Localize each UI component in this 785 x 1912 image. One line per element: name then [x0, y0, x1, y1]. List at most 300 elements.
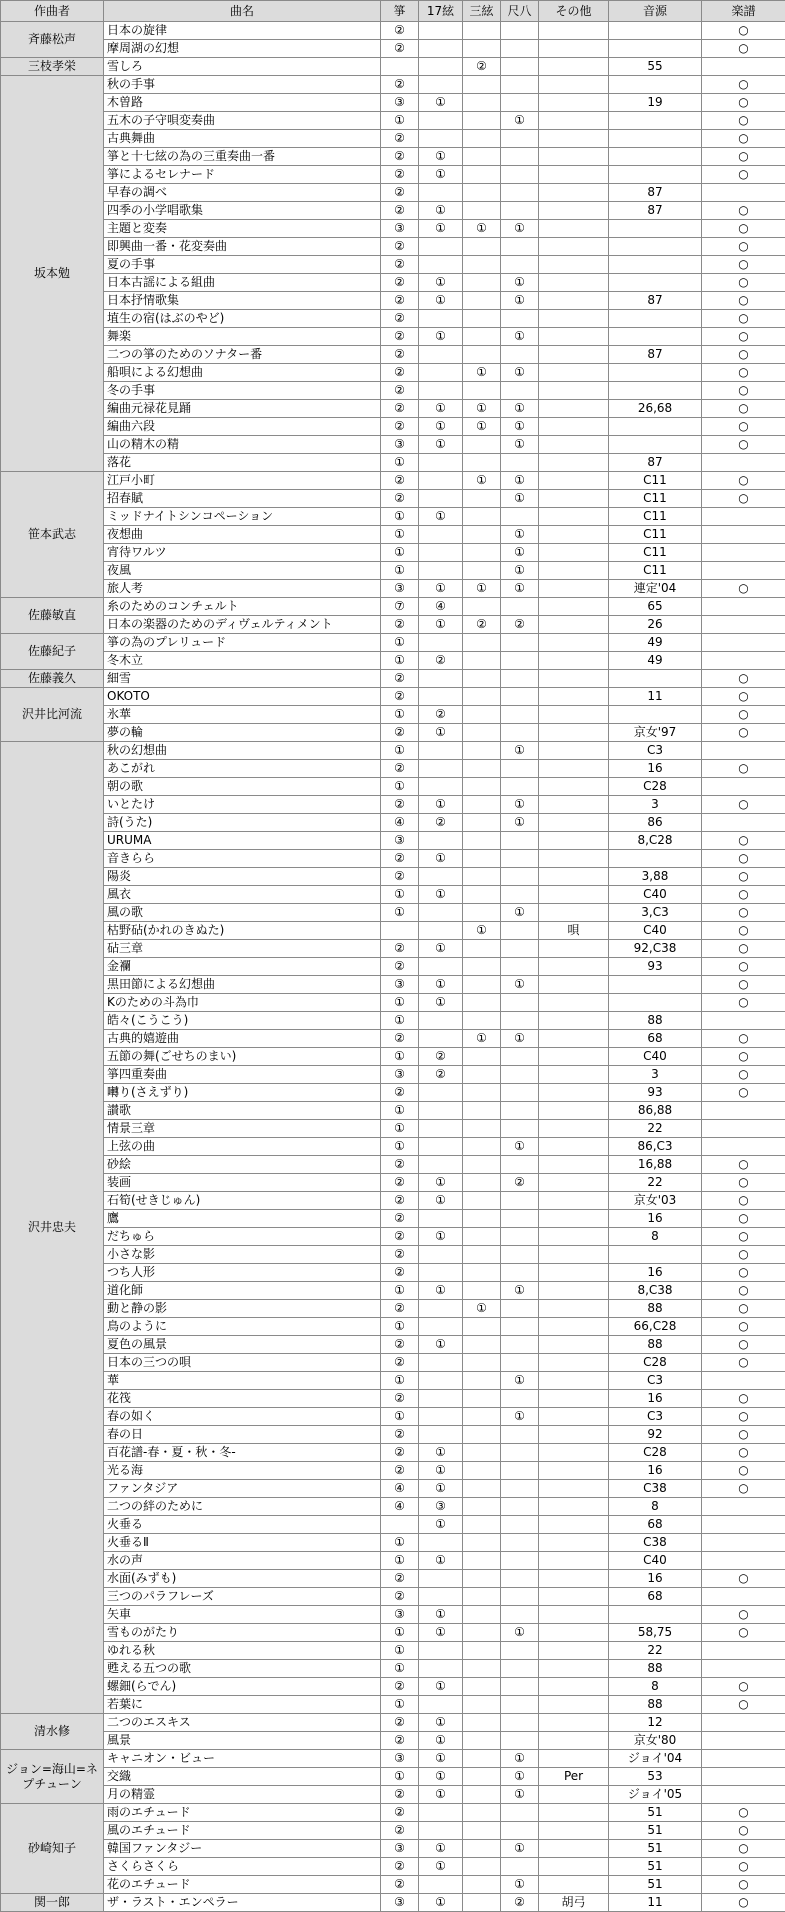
shamisen-cell — [463, 1840, 501, 1858]
shakuhachi-cell — [501, 724, 539, 742]
title-cell: 日本の三つの唄 — [104, 1354, 381, 1372]
koto-cell: ① — [381, 1120, 419, 1138]
shakuhachi-cell — [501, 634, 539, 652]
shamisen-cell — [463, 1192, 501, 1210]
title-cell: 夜想曲 — [104, 526, 381, 544]
header-score: 楽譜 — [702, 1, 785, 22]
shamisen-cell — [463, 1390, 501, 1408]
table-row — [1, 292, 785, 310]
title-cell: 朝の歌 — [104, 778, 381, 796]
title-cell: 砧三章 — [104, 940, 381, 958]
table-row — [1, 184, 785, 202]
score-cell: ○ — [702, 1354, 785, 1372]
table-row — [1, 1894, 785, 1912]
title-cell: 雪ものがたり — [104, 1624, 381, 1642]
shamisen-cell — [463, 1246, 501, 1264]
score-cell: ○ — [702, 1480, 785, 1498]
other-cell — [539, 1012, 609, 1030]
score-cell: ○ — [702, 1840, 785, 1858]
shamisen-cell — [463, 1894, 501, 1912]
koto-cell: ① — [381, 1768, 419, 1786]
other-cell — [539, 94, 609, 112]
koto-cell: ③ — [381, 436, 419, 454]
other-cell — [539, 760, 609, 778]
17gen-cell — [419, 256, 463, 274]
score-cell — [702, 652, 785, 670]
17gen-cell — [419, 1138, 463, 1156]
header-row — [1, 1, 785, 22]
17gen-cell — [419, 868, 463, 886]
score-cell: ○ — [702, 994, 785, 1012]
source-cell: 53 — [609, 1768, 702, 1786]
score-cell: ○ — [702, 976, 785, 994]
other-cell — [539, 940, 609, 958]
17gen-cell — [419, 1354, 463, 1372]
shakuhachi-cell — [501, 1318, 539, 1336]
score-cell: ○ — [702, 310, 785, 328]
source-cell: 65 — [609, 598, 702, 616]
source-cell: 49 — [609, 634, 702, 652]
source-cell: 86 — [609, 814, 702, 832]
title-cell: 花筏 — [104, 1390, 381, 1408]
koto-cell: ② — [381, 1336, 419, 1354]
score-cell: ○ — [702, 1030, 785, 1048]
score-cell: ○ — [702, 688, 785, 706]
17gen-cell — [419, 562, 463, 580]
table-row — [1, 1678, 785, 1696]
source-cell: 16 — [609, 1210, 702, 1228]
source-cell: 26,68 — [609, 400, 702, 418]
shamisen-cell: ① — [463, 220, 501, 238]
koto-cell: ① — [381, 508, 419, 526]
title-cell: 水面(みずも) — [104, 1570, 381, 1588]
table-row — [1, 1498, 785, 1516]
shakuhachi-cell — [501, 958, 539, 976]
shamisen-cell — [463, 1174, 501, 1192]
title-cell: 細雪 — [104, 670, 381, 688]
17gen-cell — [419, 472, 463, 490]
koto-cell: ② — [381, 1354, 419, 1372]
score-cell — [702, 184, 785, 202]
table-row — [1, 1264, 785, 1282]
table-row — [1, 706, 785, 724]
shakuhachi-cell — [501, 886, 539, 904]
table-row — [1, 1822, 785, 1840]
17gen-cell: ① — [419, 1552, 463, 1570]
score-cell: ○ — [702, 274, 785, 292]
shakuhachi-cell — [501, 1822, 539, 1840]
table-row — [1, 1066, 785, 1084]
title-cell: 江戸小町 — [104, 472, 381, 490]
source-cell — [609, 670, 702, 688]
table-row — [1, 220, 785, 238]
other-cell — [539, 472, 609, 490]
koto-cell — [381, 58, 419, 76]
score-cell: ○ — [702, 1876, 785, 1894]
other-cell — [539, 1606, 609, 1624]
shamisen-cell — [463, 94, 501, 112]
score-cell — [702, 1588, 785, 1606]
17gen-cell: ① — [419, 1336, 463, 1354]
shakuhachi-cell — [501, 1804, 539, 1822]
title-cell: 編曲六段 — [104, 418, 381, 436]
other-cell — [539, 652, 609, 670]
other-cell — [539, 1642, 609, 1660]
koto-cell: ① — [381, 526, 419, 544]
koto-cell: ① — [381, 112, 419, 130]
koto-cell: ③ — [381, 976, 419, 994]
koto-cell: ② — [381, 1858, 419, 1876]
other-cell — [539, 562, 609, 580]
source-cell — [609, 112, 702, 130]
koto-cell: ④ — [381, 1498, 419, 1516]
17gen-cell — [419, 1534, 463, 1552]
17gen-cell: ① — [419, 1606, 463, 1624]
koto-cell: ④ — [381, 1480, 419, 1498]
title-cell: 雪しろ — [104, 58, 381, 76]
score-cell: ○ — [702, 1048, 785, 1066]
koto-cell: ① — [381, 1642, 419, 1660]
table-row — [1, 940, 785, 958]
source-cell: 68 — [609, 1030, 702, 1048]
shakuhachi-cell: ① — [501, 1624, 539, 1642]
title-cell: 日本の旋律 — [104, 22, 381, 40]
other-cell — [539, 1552, 609, 1570]
composer-cell: 関一郎 — [1, 1894, 104, 1912]
table-row — [1, 1012, 785, 1030]
koto-cell: ② — [381, 238, 419, 256]
score-cell: ○ — [702, 238, 785, 256]
17gen-cell — [419, 346, 463, 364]
shamisen-cell — [463, 1822, 501, 1840]
other-cell — [539, 1660, 609, 1678]
other-cell — [539, 778, 609, 796]
koto-cell: ① — [381, 1696, 419, 1714]
title-cell: OKOTO — [104, 688, 381, 706]
koto-cell: ① — [381, 1318, 419, 1336]
other-cell — [539, 598, 609, 616]
other-cell — [539, 1120, 609, 1138]
table-row — [1, 1534, 785, 1552]
other-cell — [539, 1138, 609, 1156]
score-cell — [702, 1012, 785, 1030]
koto-cell: ② — [381, 346, 419, 364]
shamisen-cell: ① — [463, 580, 501, 598]
koto-cell: ② — [381, 1804, 419, 1822]
source-cell — [609, 274, 702, 292]
table-row — [1, 904, 785, 922]
table-row — [1, 310, 785, 328]
shamisen-cell — [463, 1588, 501, 1606]
shakuhachi-cell — [501, 166, 539, 184]
source-cell: 92,C38 — [609, 940, 702, 958]
source-cell: 22 — [609, 1174, 702, 1192]
koto-cell: ③ — [381, 1066, 419, 1084]
score-cell: ○ — [702, 958, 785, 976]
table-row — [1, 22, 785, 40]
shakuhachi-cell — [501, 40, 539, 58]
shamisen-cell — [463, 1408, 501, 1426]
shakuhachi-cell: ① — [501, 292, 539, 310]
shamisen-cell — [463, 436, 501, 454]
title-cell: 皓々(こうこう) — [104, 1012, 381, 1030]
source-cell — [609, 418, 702, 436]
source-cell: ジョイ'04 — [609, 1750, 702, 1768]
source-cell: 88 — [609, 1012, 702, 1030]
koto-cell: ① — [381, 1408, 419, 1426]
source-cell: 12 — [609, 1714, 702, 1732]
17gen-cell: ① — [419, 418, 463, 436]
koto-cell: ① — [381, 652, 419, 670]
17gen-cell: ① — [419, 724, 463, 742]
shamisen-cell — [463, 1714, 501, 1732]
shakuhachi-cell — [501, 1480, 539, 1498]
title-cell: 早春の調べ — [104, 184, 381, 202]
koto-cell: ① — [381, 1048, 419, 1066]
title-cell: 二つの絆のために — [104, 1498, 381, 1516]
shamisen-cell — [463, 1750, 501, 1768]
koto-cell: ② — [381, 130, 419, 148]
koto-cell: ① — [381, 634, 419, 652]
title-cell: 金襴 — [104, 958, 381, 976]
koto-cell: ② — [381, 22, 419, 40]
shakuhachi-cell — [501, 1354, 539, 1372]
other-cell — [539, 1876, 609, 1894]
table-row — [1, 1192, 785, 1210]
17gen-cell: ① — [419, 976, 463, 994]
koto-cell: ② — [381, 166, 419, 184]
score-cell — [702, 508, 785, 526]
score-cell: ○ — [702, 1444, 785, 1462]
composer-cell: 笹本武志 — [1, 472, 104, 598]
shamisen-cell — [463, 634, 501, 652]
source-cell: 93 — [609, 958, 702, 976]
shakuhachi-cell: ① — [501, 742, 539, 760]
source-cell: C11 — [609, 544, 702, 562]
17gen-cell — [419, 184, 463, 202]
source-cell — [609, 238, 702, 256]
title-cell: 落花 — [104, 454, 381, 472]
shamisen-cell — [463, 1372, 501, 1390]
17gen-cell — [419, 958, 463, 976]
other-cell — [539, 256, 609, 274]
source-cell: C3 — [609, 1372, 702, 1390]
shakuhachi-cell — [501, 1012, 539, 1030]
source-cell: 16,88 — [609, 1156, 702, 1174]
other-cell — [539, 1822, 609, 1840]
score-cell — [702, 742, 785, 760]
shakuhachi-cell — [501, 1264, 539, 1282]
shamisen-cell — [463, 1156, 501, 1174]
shamisen-cell — [463, 760, 501, 778]
title-cell: 韓国ファンタジー — [104, 1840, 381, 1858]
table-row — [1, 382, 785, 400]
17gen-cell — [419, 1570, 463, 1588]
score-cell: ○ — [702, 580, 785, 598]
other-cell: 唄 — [539, 922, 609, 940]
other-cell — [539, 580, 609, 598]
title-cell: ファンタジア — [104, 1480, 381, 1498]
shakuhachi-cell — [501, 1642, 539, 1660]
table-row — [1, 454, 785, 472]
shakuhachi-cell: ① — [501, 1750, 539, 1768]
table-row — [1, 58, 785, 76]
source-cell — [609, 1246, 702, 1264]
table-row — [1, 1858, 785, 1876]
score-cell — [702, 1786, 785, 1804]
17gen-cell — [419, 544, 463, 562]
title-cell: 日本の楽器のためのディヴェルティメント — [104, 616, 381, 634]
koto-cell: ② — [381, 958, 419, 976]
other-cell — [539, 148, 609, 166]
shakuhachi-cell — [501, 1102, 539, 1120]
score-cell: ○ — [702, 922, 785, 940]
koto-cell: ② — [381, 1786, 419, 1804]
table-row — [1, 1768, 785, 1786]
other-cell — [539, 238, 609, 256]
source-cell: 8,C28 — [609, 832, 702, 850]
17gen-cell: ① — [419, 1840, 463, 1858]
koto-cell: ② — [381, 184, 419, 202]
score-cell: ○ — [702, 850, 785, 868]
source-cell: C40 — [609, 886, 702, 904]
shakuhachi-cell: ① — [501, 1138, 539, 1156]
title-cell: 日本抒情歌集 — [104, 292, 381, 310]
table-row — [1, 526, 785, 544]
shamisen-cell — [463, 1498, 501, 1516]
title-cell: 砂絵 — [104, 1156, 381, 1174]
other-cell — [539, 1426, 609, 1444]
koto-cell: ② — [381, 364, 419, 382]
score-cell — [702, 634, 785, 652]
title-cell: 箏の為のプレリュード — [104, 634, 381, 652]
shamisen-cell — [463, 1516, 501, 1534]
shamisen-cell: ① — [463, 472, 501, 490]
table-row — [1, 1228, 785, 1246]
source-cell: C38 — [609, 1534, 702, 1552]
score-cell: ○ — [702, 220, 785, 238]
17gen-cell — [419, 1012, 463, 1030]
shakuhachi-cell — [501, 1714, 539, 1732]
source-cell: 51 — [609, 1840, 702, 1858]
score-cell — [702, 58, 785, 76]
table-row — [1, 1246, 785, 1264]
koto-cell: ① — [381, 1660, 419, 1678]
17gen-cell: ① — [419, 796, 463, 814]
17gen-cell: ① — [419, 274, 463, 292]
other-cell — [539, 274, 609, 292]
title-cell: さくらさくら — [104, 1858, 381, 1876]
koto-cell: ② — [381, 796, 419, 814]
17gen-cell: ② — [419, 706, 463, 724]
table-row — [1, 598, 785, 616]
title-cell: 花のエチュード — [104, 1876, 381, 1894]
shakuhachi-cell — [501, 1210, 539, 1228]
17gen-cell — [419, 454, 463, 472]
title-cell: 百花譜-春・夏・秋・冬- — [104, 1444, 381, 1462]
score-cell — [702, 1642, 785, 1660]
source-cell: 3 — [609, 796, 702, 814]
score-cell: ○ — [702, 400, 785, 418]
koto-cell: ① — [381, 1552, 419, 1570]
title-cell: 二つの箏のためのソナター番 — [104, 346, 381, 364]
title-cell: 五木の子守唄変奏曲 — [104, 112, 381, 130]
shakuhachi-cell — [501, 1228, 539, 1246]
shakuhachi-cell: ① — [501, 976, 539, 994]
table-row — [1, 1732, 785, 1750]
shamisen-cell — [463, 238, 501, 256]
17gen-cell — [419, 832, 463, 850]
shamisen-cell: ① — [463, 364, 501, 382]
title-cell: 火垂るⅡ — [104, 1534, 381, 1552]
other-cell — [539, 400, 609, 418]
shakuhachi-cell — [501, 1732, 539, 1750]
other-cell — [539, 454, 609, 472]
koto-cell: ③ — [381, 1894, 419, 1912]
source-cell: 22 — [609, 1120, 702, 1138]
shakuhachi-cell — [501, 454, 539, 472]
koto-cell: ④ — [381, 814, 419, 832]
shamisen-cell — [463, 1102, 501, 1120]
17gen-cell — [419, 1822, 463, 1840]
title-cell: 螺鈿(らでん) — [104, 1678, 381, 1696]
source-cell — [609, 976, 702, 994]
table-row — [1, 472, 785, 490]
shakuhachi-cell — [501, 922, 539, 940]
shakuhachi-cell: ① — [501, 544, 539, 562]
composer-cell: 佐藤紀子 — [1, 634, 104, 670]
koto-cell: ① — [381, 454, 419, 472]
source-cell — [609, 130, 702, 148]
table-row — [1, 1588, 785, 1606]
shakuhachi-cell — [501, 202, 539, 220]
shakuhachi-cell: ① — [501, 436, 539, 454]
source-cell: 16 — [609, 1570, 702, 1588]
shamisen-cell — [463, 1876, 501, 1894]
shakuhachi-cell — [501, 994, 539, 1012]
shamisen-cell — [463, 1786, 501, 1804]
shamisen-cell — [463, 490, 501, 508]
source-cell — [609, 328, 702, 346]
shamisen-cell — [463, 1768, 501, 1786]
score-cell: ○ — [702, 1390, 785, 1408]
17gen-cell: ① — [419, 220, 463, 238]
title-cell: 囀り(さえずり) — [104, 1084, 381, 1102]
title-cell: 主題と変奏 — [104, 220, 381, 238]
source-cell: 87 — [609, 292, 702, 310]
koto-cell: ③ — [381, 94, 419, 112]
shamisen-cell — [463, 1084, 501, 1102]
koto-cell: ② — [381, 310, 419, 328]
shakuhachi-cell — [501, 1696, 539, 1714]
table-row — [1, 616, 785, 634]
koto-cell: ② — [381, 490, 419, 508]
score-cell: ○ — [702, 328, 785, 346]
shamisen-cell — [463, 1534, 501, 1552]
table-row — [1, 1660, 785, 1678]
shakuhachi-cell — [501, 1084, 539, 1102]
table-row — [1, 742, 785, 760]
other-cell — [539, 310, 609, 328]
shakuhachi-cell: ① — [501, 364, 539, 382]
table-row — [1, 202, 785, 220]
17gen-cell — [419, 112, 463, 130]
17gen-cell: ① — [419, 940, 463, 958]
other-cell — [539, 418, 609, 436]
koto-cell: ② — [381, 1210, 419, 1228]
source-cell: 51 — [609, 1876, 702, 1894]
shakuhachi-cell — [501, 130, 539, 148]
